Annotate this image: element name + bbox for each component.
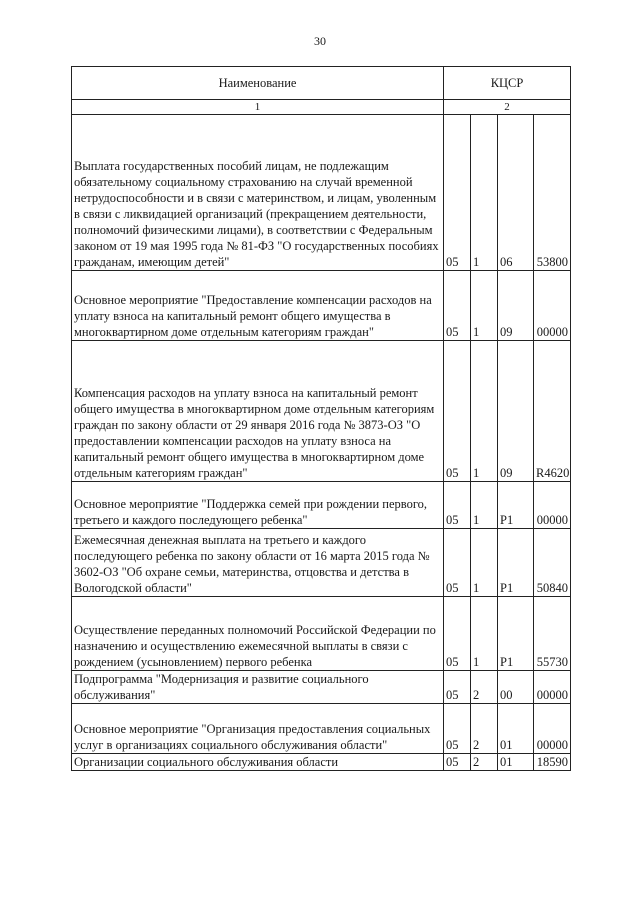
row-code-1: 05 [444, 671, 471, 704]
row-name: Ежемесячная денежная выплата на третьего и каждого последующего ребенка по закону области от 16 марта 2015 года № 3602-ОЗ "Об охране семьи, материнства, отцовства и детства в Вологодской области" [72, 529, 444, 597]
table-row [72, 597, 571, 671]
header-num-1: 1 [72, 100, 444, 115]
row-code-2: 2 [471, 754, 498, 771]
row-code-3: 09 [498, 271, 534, 341]
row-code-3: 01 [498, 704, 534, 754]
row-code-3: 06 [498, 115, 534, 271]
header-kcsr: КЦСР [444, 67, 571, 100]
row-code-4: 00000 [534, 482, 571, 529]
row-code-4: R4620 [534, 341, 571, 482]
table-row [72, 671, 571, 704]
row-code-4: 55730 [534, 597, 571, 671]
row-code-2: 1 [471, 271, 498, 341]
row-code-4: 53800 [534, 115, 571, 271]
row-code-2: 2 [471, 704, 498, 754]
table-row [72, 341, 571, 482]
row-code-2: 1 [471, 115, 498, 271]
row-code-2: 1 [471, 341, 498, 482]
row-code-1: 05 [444, 482, 471, 529]
row-name: Организации социального обслуживания области [72, 754, 444, 771]
row-code-1: 05 [444, 529, 471, 597]
table-number-row [72, 100, 571, 115]
row-code-4: 00000 [534, 704, 571, 754]
row-code-3: 09 [498, 341, 534, 482]
page-number: 30 [314, 34, 326, 48]
budget-table [71, 66, 571, 771]
row-code-3: P1 [498, 529, 534, 597]
row-code-4: 00000 [534, 671, 571, 704]
row-name: Компенсация расходов на уплату взноса на капитальный ремонт общего имущества в многоквартирном доме отдельным категориям граждан по закону области от 29 января 2016 года № 3873-ОЗ "О предоставлении компенсации расходов на уплату взноса на капитальный ремонт общего имущества в многоквартирном доме отдельным категориям граждан" [72, 341, 444, 482]
row-code-4: 18590 [534, 754, 571, 771]
row-name: Основное мероприятие "Поддержка семей при рождении первого, третьего и каждого последующего ребенка" [72, 482, 444, 529]
table-row [72, 271, 571, 341]
row-name: Осуществление переданных полномочий Российской Федерации по назначению и осуществлению ежемесячной выплаты в связи с рождением (усыновлением) первого ребенка [72, 597, 444, 671]
row-code-3: 01 [498, 754, 534, 771]
table-row [72, 529, 571, 597]
table-row [72, 115, 571, 271]
row-code-3: P1 [498, 482, 534, 529]
header-name: Наименование [72, 67, 444, 100]
row-code-2: 1 [471, 597, 498, 671]
row-code-4: 50840 [534, 529, 571, 597]
header-num-2: 2 [444, 100, 571, 115]
row-code-1: 05 [444, 754, 471, 771]
row-code-3: P1 [498, 597, 534, 671]
row-code-2: 2 [471, 671, 498, 704]
row-code-1: 05 [444, 115, 471, 271]
row-code-2: 1 [471, 482, 498, 529]
row-code-1: 05 [444, 704, 471, 754]
row-name: Выплата государственных пособий лицам, не подлежащим обязательному социальному страхованию на случай временной нетрудоспособности и в связи с материнством, и лицам, уволенным в связи с ликвидацией организаций (прекращением деятельности, полномочий физическими лицами), в соответствии с Федеральным законом от 19 мая 1995 года № 81-ФЗ "О государственных пособиях гражданам, имеющим детей" [72, 115, 444, 271]
row-name: Основное мероприятие "Организация предоставления социальных услуг в организациях социального обслуживания области" [72, 704, 444, 754]
row-code-1: 05 [444, 597, 471, 671]
table-row [72, 704, 571, 754]
row-code-3: 00 [498, 671, 534, 704]
row-name: Подпрограмма "Модернизация и развитие социального обслуживания" [72, 671, 444, 704]
row-code-2: 1 [471, 529, 498, 597]
table-header-row [72, 67, 571, 100]
row-name: Основное мероприятие "Предоставление компенсации расходов на уплату взноса на капитальный ремонт общего имущества в многоквартирном доме отдельным категориям граждан" [72, 271, 444, 341]
table-row [72, 482, 571, 529]
row-code-4: 00000 [534, 271, 571, 341]
row-code-1: 05 [444, 341, 471, 482]
row-code-1: 05 [444, 271, 471, 341]
table-row [72, 754, 571, 771]
